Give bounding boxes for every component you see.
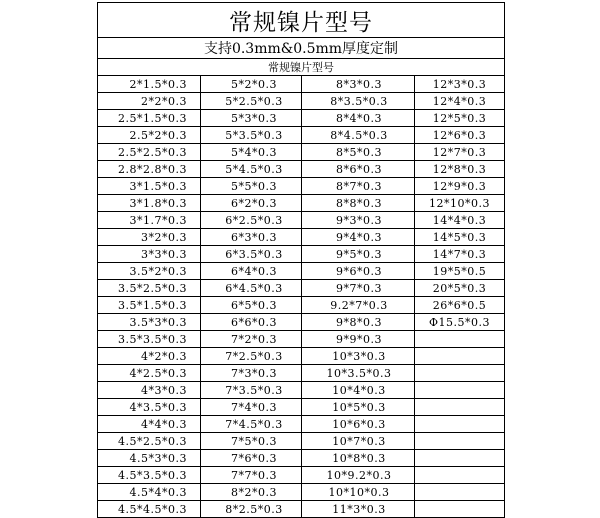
table-cell: 6*4*0.3 bbox=[201, 263, 302, 280]
table-cell: 9*6*0.3 bbox=[302, 263, 415, 280]
table-cell: 9*9*0.3 bbox=[302, 331, 415, 348]
table-cell: 10*9.2*0.3 bbox=[302, 467, 415, 484]
table-cell: 6*5*0.3 bbox=[201, 297, 302, 314]
table-cell: 7*5*0.3 bbox=[201, 433, 302, 450]
table-cell: Φ15.5*0.3 bbox=[415, 314, 505, 331]
table-cell: 2.5*2.5*0.3 bbox=[98, 144, 201, 161]
table-cell: 8*4.5*0.3 bbox=[302, 127, 415, 144]
table-header: 常规镍片型号 bbox=[98, 59, 505, 76]
table-cell: 3.5*1.5*0.3 bbox=[98, 297, 201, 314]
table-cell: 9*3*0.3 bbox=[302, 212, 415, 229]
table-cell: 10*7*0.3 bbox=[302, 433, 415, 450]
table-row bbox=[98, 450, 505, 467]
table-cell: 20*5*0.3 bbox=[415, 280, 505, 297]
table-cell: 4*2.5*0.3 bbox=[98, 365, 201, 382]
table-cell: 4.5*2.5*0.3 bbox=[98, 433, 201, 450]
table-cell: 2*2*0.3 bbox=[98, 93, 201, 110]
table-cell: 8*3*0.3 bbox=[302, 76, 415, 93]
table-cell: 4*3*0.3 bbox=[98, 382, 201, 399]
table-body bbox=[98, 76, 505, 518]
header-row bbox=[98, 59, 505, 76]
table-cell: 7*3*0.3 bbox=[201, 365, 302, 382]
table-cell: 7*6*0.3 bbox=[201, 450, 302, 467]
table-cell: 10*8*0.3 bbox=[302, 450, 415, 467]
table-cell: 4*2*0.3 bbox=[98, 348, 201, 365]
table-cell: 2.8*2.8*0.3 bbox=[98, 161, 201, 178]
table-cell: 8*5*0.3 bbox=[302, 144, 415, 161]
table-cell: 7*2*0.3 bbox=[201, 331, 302, 348]
table-row bbox=[98, 348, 505, 365]
table-cell: 12*9*0.3 bbox=[415, 178, 505, 195]
table-cell: 5*5*0.3 bbox=[201, 178, 302, 195]
table-row bbox=[98, 416, 505, 433]
table-cell: 10*4*0.3 bbox=[302, 382, 415, 399]
table-row bbox=[98, 331, 505, 348]
table-cell: 4.5*3*0.3 bbox=[98, 450, 201, 467]
table-cell: 7*7*0.3 bbox=[201, 467, 302, 484]
table-cell: 5*2*0.3 bbox=[201, 76, 302, 93]
table-row bbox=[98, 161, 505, 178]
table-cell: 9.2*7*0.3 bbox=[302, 297, 415, 314]
table-cell: 10*6*0.3 bbox=[302, 416, 415, 433]
table-cell: 7*2.5*0.3 bbox=[201, 348, 302, 365]
table-cell: 7*4*0.3 bbox=[201, 399, 302, 416]
table-row bbox=[98, 467, 505, 484]
table-cell bbox=[415, 501, 505, 518]
table-cell: 3.5*3*0.3 bbox=[98, 314, 201, 331]
table-cell: 8*4*0.3 bbox=[302, 110, 415, 127]
table-cell: 3.5*2.5*0.3 bbox=[98, 280, 201, 297]
table-cell: 3*1.5*0.3 bbox=[98, 178, 201, 195]
table-cell: 10*5*0.3 bbox=[302, 399, 415, 416]
table-cell: 12*5*0.3 bbox=[415, 110, 505, 127]
table-row bbox=[98, 93, 505, 110]
table-cell: 2.5*2*0.3 bbox=[98, 127, 201, 144]
table-row bbox=[98, 212, 505, 229]
table-cell: 9*4*0.3 bbox=[302, 229, 415, 246]
table-cell: 11*3*0.3 bbox=[302, 501, 415, 518]
table-cell: 4*3.5*0.3 bbox=[98, 399, 201, 416]
table-row bbox=[98, 433, 505, 450]
table-cell: 3*1.8*0.3 bbox=[98, 195, 201, 212]
table-cell bbox=[415, 399, 505, 416]
table-cell: 7*4.5*0.3 bbox=[201, 416, 302, 433]
table-row bbox=[98, 297, 505, 314]
table-cell bbox=[415, 484, 505, 501]
table-cell: 8*2*0.3 bbox=[201, 484, 302, 501]
table-cell: 12*10*0.3 bbox=[415, 195, 505, 212]
table-row bbox=[98, 144, 505, 161]
table-cell: 7*3.5*0.3 bbox=[201, 382, 302, 399]
table-cell: 8*8*0.3 bbox=[302, 195, 415, 212]
table-cell bbox=[415, 467, 505, 484]
table-cell: 6*2.5*0.3 bbox=[201, 212, 302, 229]
table-cell: 14*5*0.3 bbox=[415, 229, 505, 246]
table-cell: 19*5*0.5 bbox=[415, 263, 505, 280]
table-cell: 9*7*0.3 bbox=[302, 280, 415, 297]
page-subtitle: 支持0.3mm&0.5mm厚度定制 bbox=[98, 38, 505, 59]
table-cell bbox=[415, 416, 505, 433]
table-row bbox=[98, 314, 505, 331]
table-row bbox=[98, 110, 505, 127]
nickel-sheet-model-table bbox=[97, 2, 505, 518]
table-cell: 8*3.5*0.3 bbox=[302, 93, 415, 110]
table-cell: 3*3*0.3 bbox=[98, 246, 201, 263]
table-cell: 12*8*0.3 bbox=[415, 161, 505, 178]
table-cell: 12*3*0.3 bbox=[415, 76, 505, 93]
table-row bbox=[98, 263, 505, 280]
table-cell: 2*1.5*0.3 bbox=[98, 76, 201, 93]
table-cell: 3.5*2*0.3 bbox=[98, 263, 201, 280]
table-cell: 26*6*0.5 bbox=[415, 297, 505, 314]
table-cell: 12*7*0.3 bbox=[415, 144, 505, 161]
table-row bbox=[98, 76, 505, 93]
table-cell bbox=[415, 331, 505, 348]
table-cell: 5*4.5*0.3 bbox=[201, 161, 302, 178]
table-cell: 6*3*0.3 bbox=[201, 229, 302, 246]
table-cell: 4.5*3.5*0.3 bbox=[98, 467, 201, 484]
table-cell: 8*7*0.3 bbox=[302, 178, 415, 195]
table-cell bbox=[415, 382, 505, 399]
table-cell: 9*5*0.3 bbox=[302, 246, 415, 263]
table-cell: 3*1.7*0.3 bbox=[98, 212, 201, 229]
table-row bbox=[98, 195, 505, 212]
table-cell: 6*6*0.3 bbox=[201, 314, 302, 331]
table-cell: 14*4*0.3 bbox=[415, 212, 505, 229]
table-cell: 9*8*0.3 bbox=[302, 314, 415, 331]
table-cell: 6*4.5*0.3 bbox=[201, 280, 302, 297]
table-cell: 10*3*0.3 bbox=[302, 348, 415, 365]
table-cell: 12*6*0.3 bbox=[415, 127, 505, 144]
table-cell: 10*3.5*0.3 bbox=[302, 365, 415, 382]
table-row bbox=[98, 399, 505, 416]
table-cell bbox=[415, 348, 505, 365]
table-cell: 5*3.5*0.3 bbox=[201, 127, 302, 144]
table-row bbox=[98, 127, 505, 144]
table-row bbox=[98, 365, 505, 382]
table-row bbox=[98, 178, 505, 195]
table-row bbox=[98, 501, 505, 518]
table-row bbox=[98, 484, 505, 501]
table-cell: 6*3.5*0.3 bbox=[201, 246, 302, 263]
subtitle-row bbox=[98, 38, 505, 59]
table-row bbox=[98, 382, 505, 399]
table-cell: 10*10*0.3 bbox=[302, 484, 415, 501]
table-cell bbox=[415, 450, 505, 467]
table-cell bbox=[415, 365, 505, 382]
page-title: 常规镍片型号 bbox=[98, 3, 505, 38]
table-cell: 14*7*0.3 bbox=[415, 246, 505, 263]
table-cell: 4*4*0.3 bbox=[98, 416, 201, 433]
table-cell: 4.5*4.5*0.3 bbox=[98, 501, 201, 518]
table-cell: 3.5*3.5*0.3 bbox=[98, 331, 201, 348]
table-cell: 8*2.5*0.3 bbox=[201, 501, 302, 518]
table-cell: 5*3*0.3 bbox=[201, 110, 302, 127]
table-cell bbox=[415, 433, 505, 450]
table-cell: 3*2*0.3 bbox=[98, 229, 201, 246]
table-cell: 4.5*4*0.3 bbox=[98, 484, 201, 501]
table-cell: 2.5*1.5*0.3 bbox=[98, 110, 201, 127]
table-cell: 5*4*0.3 bbox=[201, 144, 302, 161]
table-cell: 8*6*0.3 bbox=[302, 161, 415, 178]
title-row bbox=[98, 3, 505, 38]
table-row bbox=[98, 229, 505, 246]
table-cell: 5*2.5*0.3 bbox=[201, 93, 302, 110]
table-cell: 6*2*0.3 bbox=[201, 195, 302, 212]
table-cell: 12*4*0.3 bbox=[415, 93, 505, 110]
table-row bbox=[98, 280, 505, 297]
table-row bbox=[98, 246, 505, 263]
